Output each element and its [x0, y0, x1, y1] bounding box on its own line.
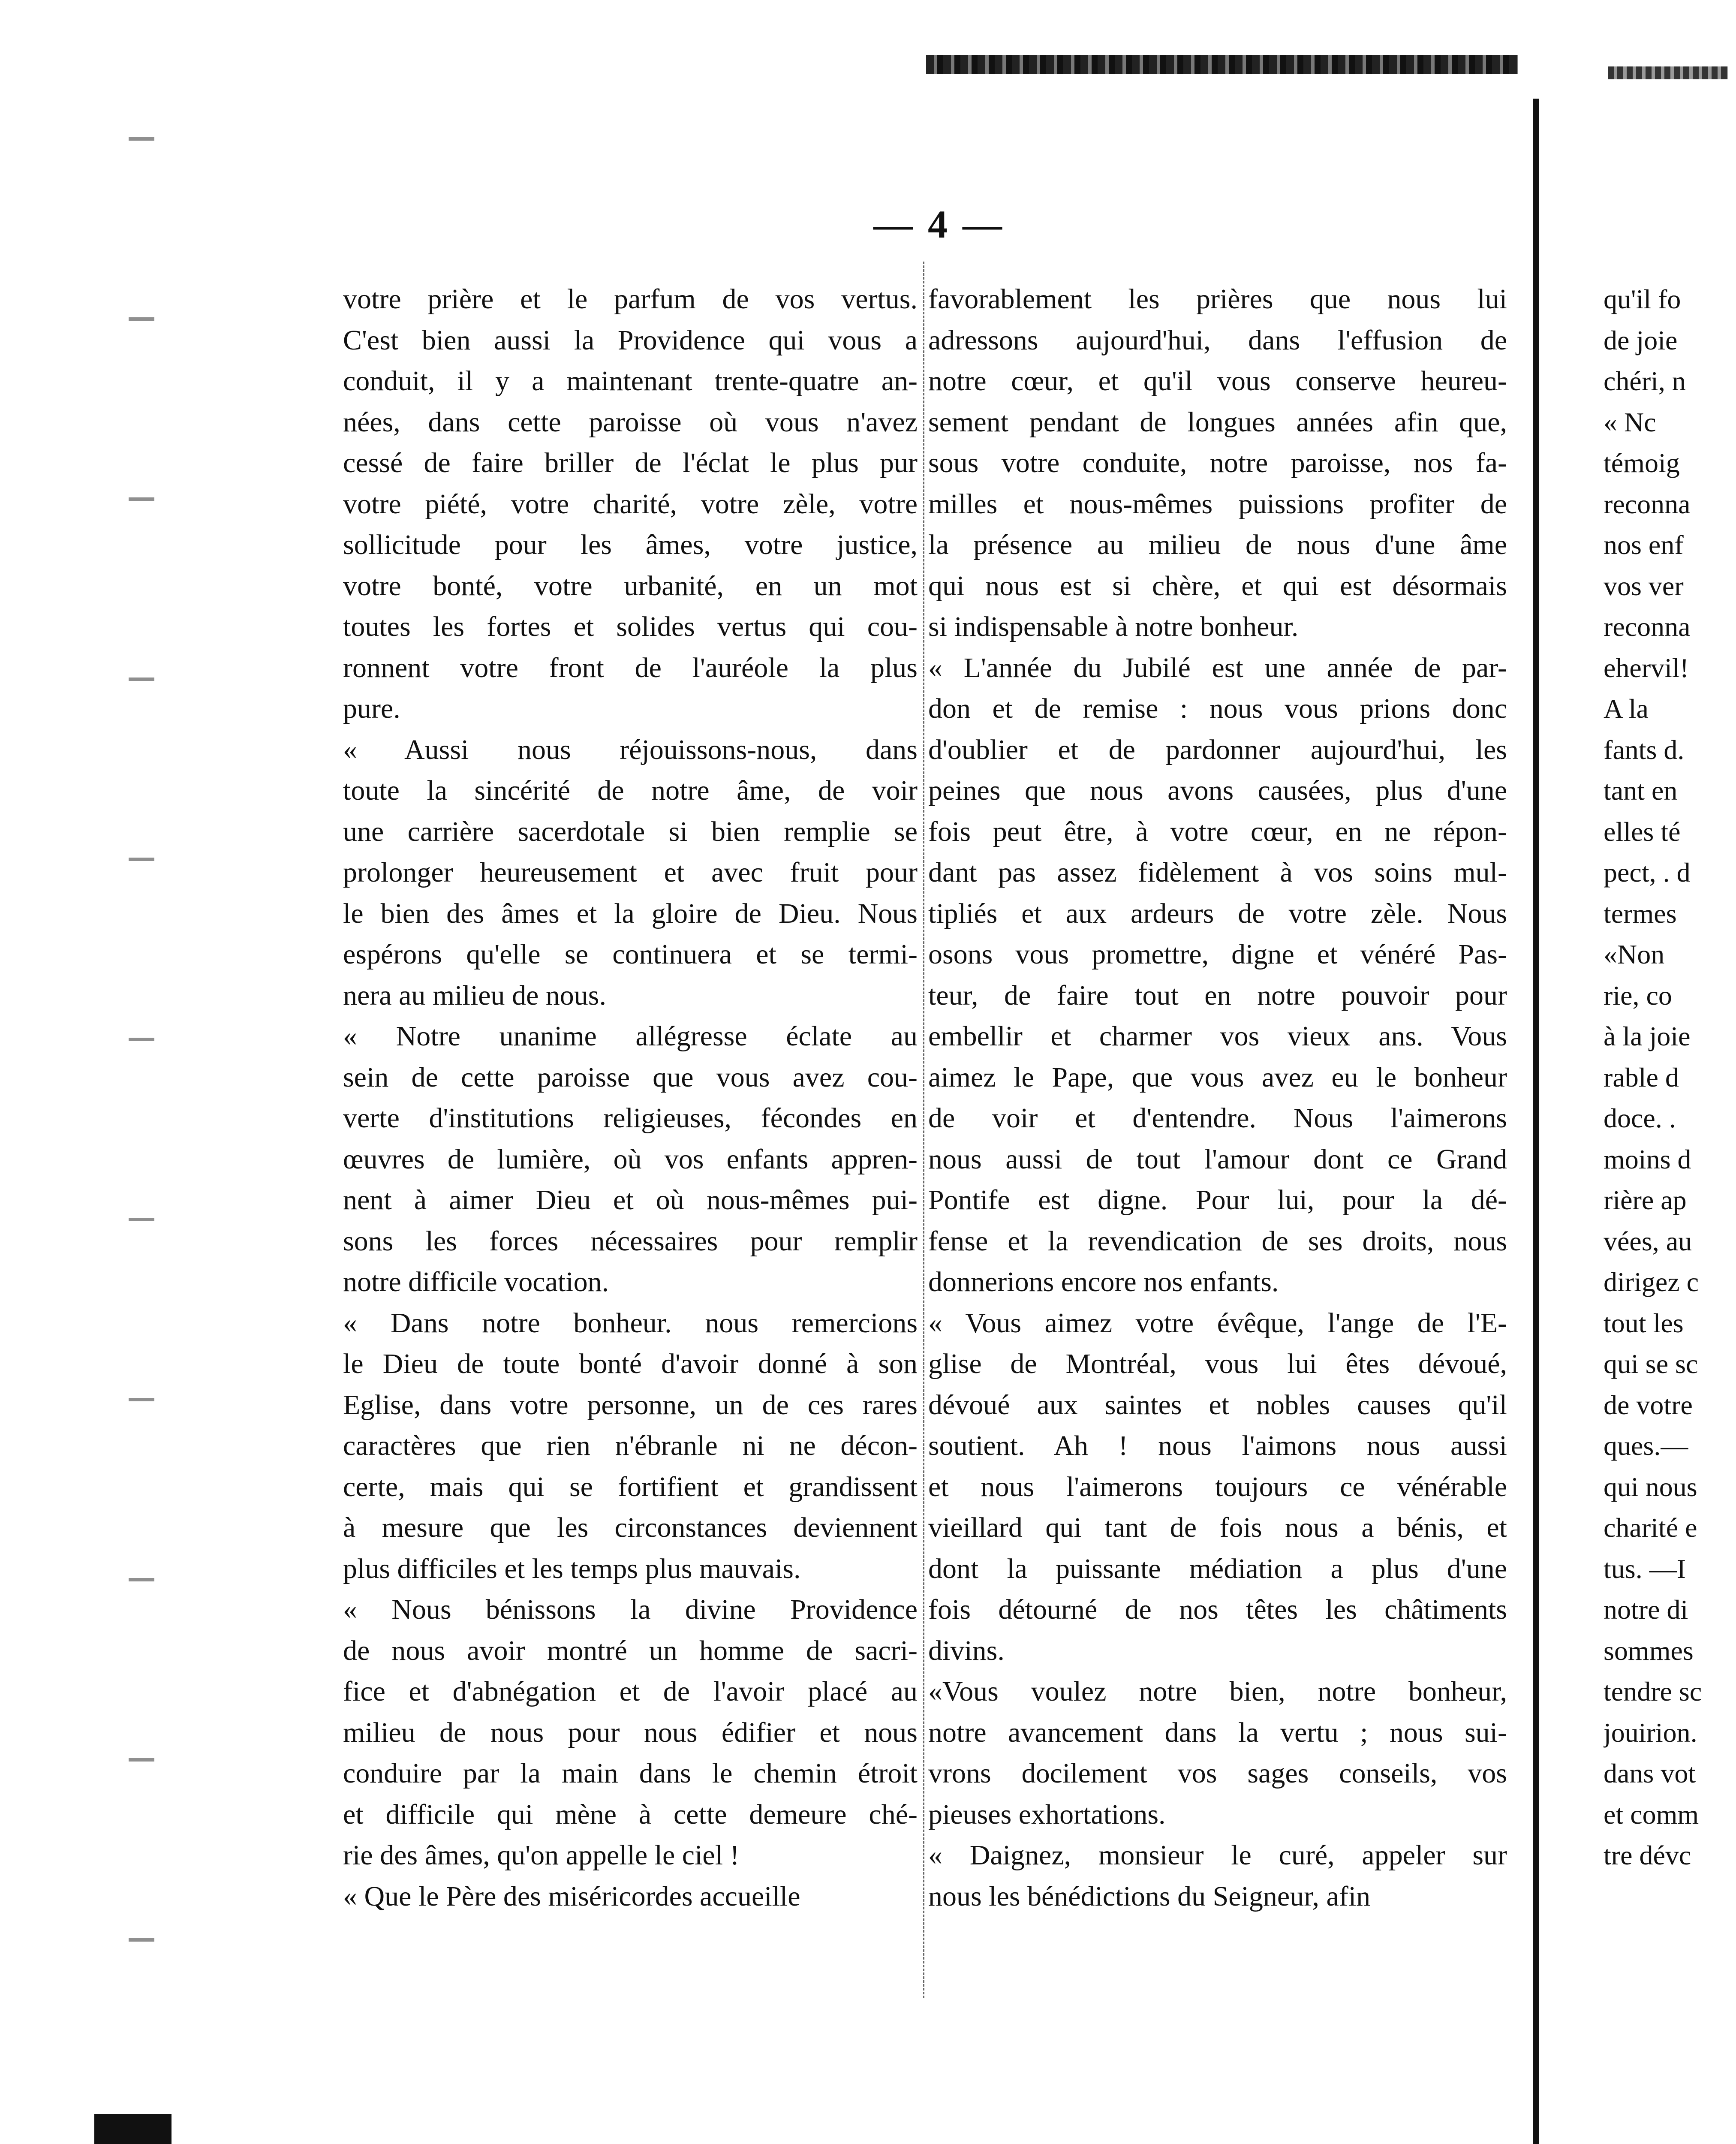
text-line: jouirion.: [1604, 1717, 1697, 1748]
paragraph: [343, 729, 918, 1016]
paragraph: [343, 1876, 918, 1917]
text-line: si indispensable à notre bonheur.: [928, 611, 1299, 642]
text-line: à la joie: [1604, 1021, 1691, 1051]
text-line: « Nous bénissons la divine Providence: [343, 1594, 918, 1625]
text-line: embellir et charmer vos vieux ans. Vous: [928, 1021, 1507, 1052]
text-line: nera au milieu de nous.: [343, 979, 606, 1011]
text-line: dont la puissante médiation a plus d'une: [928, 1553, 1507, 1584]
text-line: don et de remise : nous vous prions donc: [928, 693, 1507, 724]
text-line: toutes les fortes et solides vertus qui cou-: [343, 611, 918, 642]
text-line: tout les: [1604, 1307, 1684, 1338]
text-line: soutient. Ah ! nous l'aimons nous aussi: [928, 1430, 1507, 1461]
column-divider: [923, 262, 924, 1998]
paragraph: [343, 1589, 918, 1876]
text-line: une carrière sacerdotale si bien remplie se: [343, 816, 918, 847]
text-line: C'est bien aussi la Providence qui vous a: [343, 324, 918, 356]
text-line: « L'année du Jubilé est une année de par-: [928, 652, 1507, 684]
text-line: « Aussi nous réjouissons-nous, dans: [343, 734, 918, 765]
text-line: notre di: [1604, 1594, 1688, 1625]
text-line: « Que le Père des miséricordes accueille: [343, 1880, 800, 1912]
text-line: reconna: [1604, 488, 1691, 519]
text-line: ques.—: [1604, 1430, 1688, 1461]
paragraph: [343, 1303, 918, 1590]
text-line: donnerions encore nos enfants.: [928, 1266, 1279, 1298]
right-column: [928, 279, 1507, 2015]
text-line: tre dévc: [1604, 1840, 1691, 1870]
text-line: nous les bénédictions du Seigneur, afin: [928, 1880, 1371, 1912]
paragraph: [928, 1303, 1507, 1671]
text-line: conduit, il y a maintenant trente-quatre an-: [343, 365, 918, 397]
text-line: ronnent votre front de l'auréole la plus: [343, 652, 918, 684]
text-line: votre bonté, votre urbanité, en un mot: [343, 570, 918, 602]
text-line: espérons qu'elle se continuera et se termi-: [343, 939, 918, 970]
text-line: de votre: [1604, 1389, 1693, 1420]
paragraph: [928, 1671, 1507, 1835]
text-line: pect, . d: [1604, 857, 1691, 888]
text-line: qui nous est si chère, et qui est désormais: [928, 570, 1507, 602]
text-line: rière ap: [1604, 1185, 1687, 1215]
text-line: « Vous aimez votre évêque, l'ange de l'E-: [928, 1307, 1507, 1339]
text-line: tus. —I: [1604, 1553, 1686, 1584]
text-line: vées, au: [1604, 1226, 1692, 1256]
text-line: notre avancement dans la vertu ; nous sui-: [928, 1716, 1507, 1748]
text-line: tipliés et aux ardeurs de votre zèle. Nous: [928, 897, 1507, 929]
text-line: Pontife est digne. Pour lui, pour la dé-: [928, 1184, 1507, 1216]
paragraph: [343, 1016, 918, 1303]
text-line: votre piété, votre charité, votre zèle, votre: [343, 488, 918, 520]
text-line: doce. .: [1604, 1103, 1676, 1133]
text-line: de nous avoir montré un homme de sacri-: [343, 1635, 918, 1666]
text-line: certe, mais qui se fortifient et grandissent: [343, 1471, 918, 1503]
gutter-rule: [1533, 99, 1539, 2144]
text-line: « Nc: [1604, 407, 1656, 437]
text-line: teur, de faire tout en notre pouvoir pour: [928, 979, 1507, 1011]
text-line: et comm: [1604, 1799, 1699, 1830]
text-line: rie, co: [1604, 980, 1672, 1011]
text-line: votre prière et le parfum de vos vertus.: [343, 283, 918, 315]
paragraph: [928, 1835, 1507, 1917]
text-line: notre difficile vocation.: [343, 1266, 609, 1298]
text-line: qu'il fo: [1604, 284, 1681, 314]
text-line: et nous l'aimerons toujours ce vénérable: [928, 1471, 1507, 1503]
text-line: vos ver: [1604, 570, 1684, 601]
text-line: le bien des âmes et la gloire de Dieu. Nous: [343, 897, 918, 929]
text-line: milieu de nous pour nous édifier et nous: [343, 1716, 918, 1748]
paragraph: [343, 279, 918, 729]
text-line: «Non: [1604, 939, 1665, 970]
text-line: aimez le Pape, que vous avez eu le bonheur: [928, 1061, 1507, 1093]
text-line: pure.: [343, 693, 400, 724]
text-line: prolonger heureusement et avec fruit pour: [343, 857, 918, 888]
text-line: tendre sc: [1604, 1676, 1702, 1707]
top-edge-mark: [926, 55, 1518, 74]
left-column: [343, 279, 918, 2015]
text-line: fois détourné de nos têtes les châtiments: [928, 1594, 1507, 1625]
text-line: milles et nous-mêmes puissions profiter de: [928, 488, 1507, 520]
text-line: dirigez c: [1604, 1267, 1699, 1297]
text-line: ehervil!: [1604, 652, 1689, 683]
adjacent-page-strip: [1604, 279, 1706, 2015]
text-line: qui se sc: [1604, 1349, 1698, 1379]
text-line: verte d'institutions religieuses, fécondes en: [343, 1102, 918, 1134]
text-line: sommes: [1604, 1635, 1694, 1666]
text-line: dans vot: [1604, 1758, 1696, 1789]
text-line: sement pendant de longues années afin que,: [928, 406, 1507, 438]
text-line: « Notre unanime allégresse éclate au: [343, 1021, 918, 1052]
text-line: vieillard qui tant de fois nous a bénis, et: [928, 1512, 1507, 1543]
text-line: et difficile qui mène à cette demeure ché-: [343, 1798, 918, 1830]
text-line: de joie: [1604, 325, 1678, 355]
text-line: « Dans notre bonheur. nous remercions: [343, 1307, 918, 1339]
text-line: adressons aujourd'hui, dans l'effusion de: [928, 324, 1507, 356]
text-line: glise de Montréal, vous lui êtes dévoué,: [928, 1348, 1507, 1379]
text-line: Eglise, dans votre personne, un de ces rares: [343, 1389, 918, 1421]
text-line: fants d.: [1604, 734, 1685, 765]
text-line: « Daignez, monsieur le curé, appeler sur: [928, 1840, 1507, 1871]
text-line: témoig: [1604, 448, 1680, 478]
text-line: fois peut être, à votre cœur, en ne répon-: [928, 816, 1507, 847]
text-line: de voir et d'entendre. Nous l'aimerons: [928, 1102, 1507, 1134]
text-line: reconna: [1604, 611, 1691, 642]
text-line: rie des âmes, qu'on appelle le ciel !: [343, 1840, 740, 1871]
text-line: plus difficiles et les temps plus mauvais.: [343, 1553, 801, 1584]
text-line: termes: [1604, 898, 1677, 929]
text-line: toute la sincérité de notre âme, de voir: [343, 775, 918, 806]
text-line: sous votre conduite, notre paroisse, nos fa-: [928, 447, 1507, 479]
text-line: moins d: [1604, 1144, 1691, 1174]
top-edge-mark-right: [1608, 66, 1728, 79]
text-line: peines que nous avons causées, plus d'une: [928, 775, 1507, 806]
text-line: nées, dans cette paroisse où vous n'avez: [343, 406, 918, 438]
text-line: tant en: [1604, 775, 1678, 806]
text-line: «Vous voulez notre bien, notre bonheur,: [928, 1676, 1507, 1707]
page-number: — 4 —: [873, 202, 1005, 246]
text-line: A la: [1604, 693, 1649, 724]
text-line: le Dieu de toute bonté d'avoir donné à son: [343, 1348, 918, 1379]
text-line: vrons docilement vos sages conseils, vos: [928, 1758, 1507, 1789]
text-line: osons vous promettre, digne et vénéré Pas-: [928, 939, 1507, 970]
text-line: divins.: [928, 1635, 1005, 1666]
text-line: cessé de faire briller de l'éclat le plus pur: [343, 447, 918, 479]
text-line: rable d: [1604, 1062, 1679, 1093]
paragraph: [928, 279, 1507, 647]
left-edge-marks: [129, 86, 154, 2144]
text-line: pieuses exhortations.: [928, 1798, 1166, 1830]
text-line: dant pas assez fidèlement à vos soins mul-: [928, 857, 1507, 888]
text-line: chéri, n: [1604, 366, 1686, 396]
corner-ink-blot: [94, 2114, 171, 2144]
text-line: sollicitude pour les âmes, votre justice,: [343, 529, 918, 560]
text-line: elles té: [1604, 816, 1681, 847]
text-line: nos enf: [1604, 530, 1684, 560]
text-line: conduire par la main dans le chemin étroit: [343, 1758, 918, 1789]
text-line: caractères que rien n'ébranle ni ne décon-: [343, 1430, 918, 1461]
text-line: à mesure que les circonstances deviennent: [343, 1512, 918, 1543]
text-line: nent à aimer Dieu et où nous-mêmes pui-: [343, 1184, 918, 1216]
text-line: nous aussi de tout l'amour dont ce Grand: [928, 1143, 1507, 1175]
text-line: qui nous: [1604, 1471, 1697, 1502]
text-line: favorablement les prières que nous lui: [928, 283, 1507, 315]
text-line: d'oublier et de pardonner aujourd'hui, les: [928, 734, 1507, 765]
text-line: sons les forces nécessaires pour remplir: [343, 1225, 918, 1257]
text-line: fense et la revendication de ses droits, nous: [928, 1225, 1507, 1257]
text-line: fice et d'abnégation et de l'avoir placé au: [343, 1676, 918, 1707]
text-line: notre cœur, et qu'il vous conserve heureu-: [928, 365, 1507, 397]
paragraph: [928, 647, 1507, 1303]
text-line: sein de cette paroisse que vous avez cou-: [343, 1061, 918, 1093]
text-line: charité e: [1604, 1512, 1697, 1543]
text-line: œuvres de lumière, où vos enfants appren-: [343, 1143, 918, 1175]
text-line: la présence au milieu de nous d'une âme: [928, 529, 1507, 560]
text-line: dévoué aux saintes et nobles causes qu'il: [928, 1389, 1507, 1421]
